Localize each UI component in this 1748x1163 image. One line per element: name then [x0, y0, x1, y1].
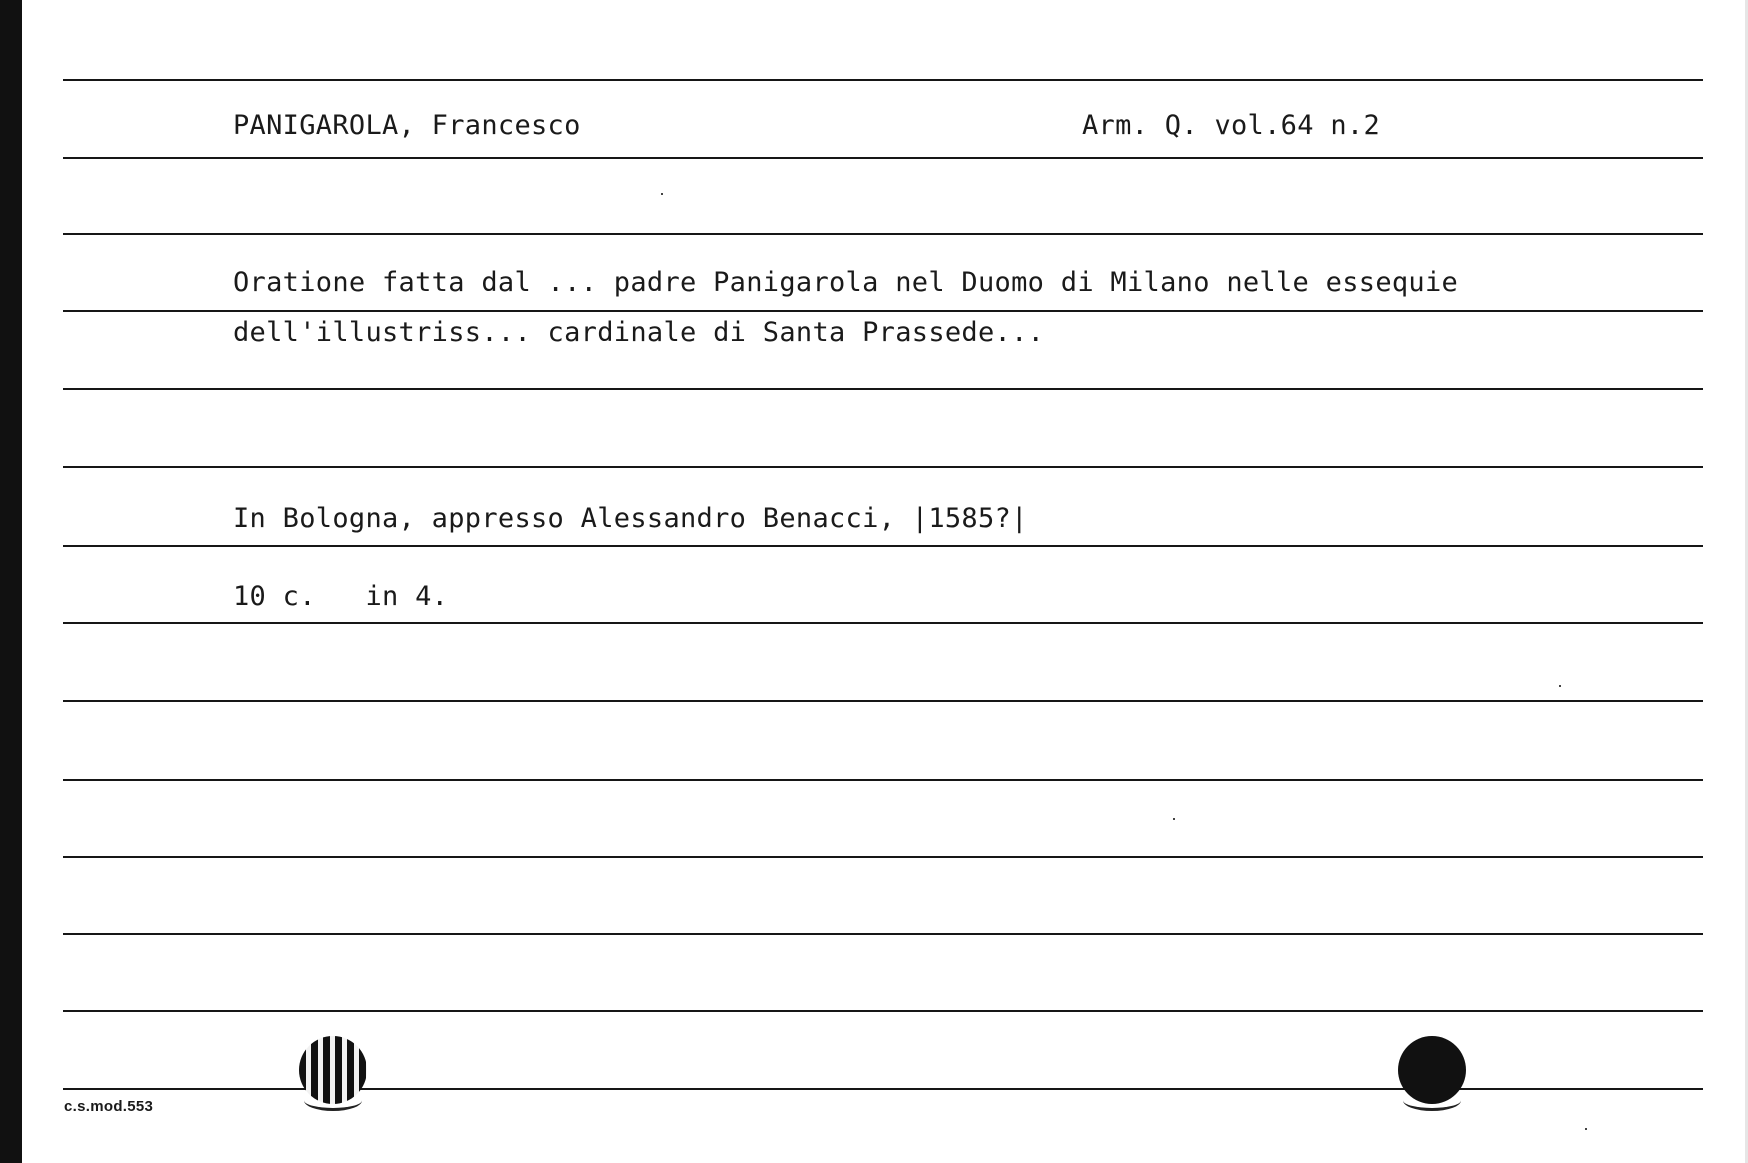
collation: 10 c. in 4.	[233, 581, 449, 612]
form-code: c.s.mod.553	[64, 1098, 154, 1115]
ruled-line	[63, 388, 1703, 390]
author-heading: PANIGAROLA, Francesco	[233, 110, 581, 141]
title-line-1: Oratione fatta dal ... padre Panigarola nel Duomo di Milano nelle essequie	[233, 267, 1459, 298]
ruled-line	[63, 233, 1703, 235]
ruled-line	[63, 79, 1703, 81]
ruled-line	[63, 545, 1703, 547]
ruled-line	[63, 622, 1703, 624]
ruled-line	[63, 157, 1703, 159]
card-scan-edge	[0, 0, 22, 1163]
ruled-line	[63, 466, 1703, 468]
title-line-2: dell'illustriss... cardinale di Santa Prassede...	[233, 317, 1045, 348]
ruled-line	[63, 856, 1703, 858]
scan-speck	[1173, 818, 1175, 820]
scan-speck	[1585, 1128, 1587, 1130]
shelfmark: Arm. Q. vol.64 n.2	[1082, 110, 1380, 141]
ruled-line	[63, 933, 1703, 935]
ruled-line	[63, 310, 1703, 312]
scan-speck	[661, 193, 663, 195]
punch-hole-left-shadow	[304, 1090, 362, 1111]
punch-hole-right-shadow	[1403, 1090, 1461, 1111]
scan-speck	[1559, 685, 1561, 687]
ruled-line	[63, 700, 1703, 702]
ruled-line	[63, 779, 1703, 781]
imprint: In Bologna, appresso Alessandro Benacci, |1585?|	[233, 503, 1028, 534]
ruled-line	[63, 1010, 1703, 1012]
